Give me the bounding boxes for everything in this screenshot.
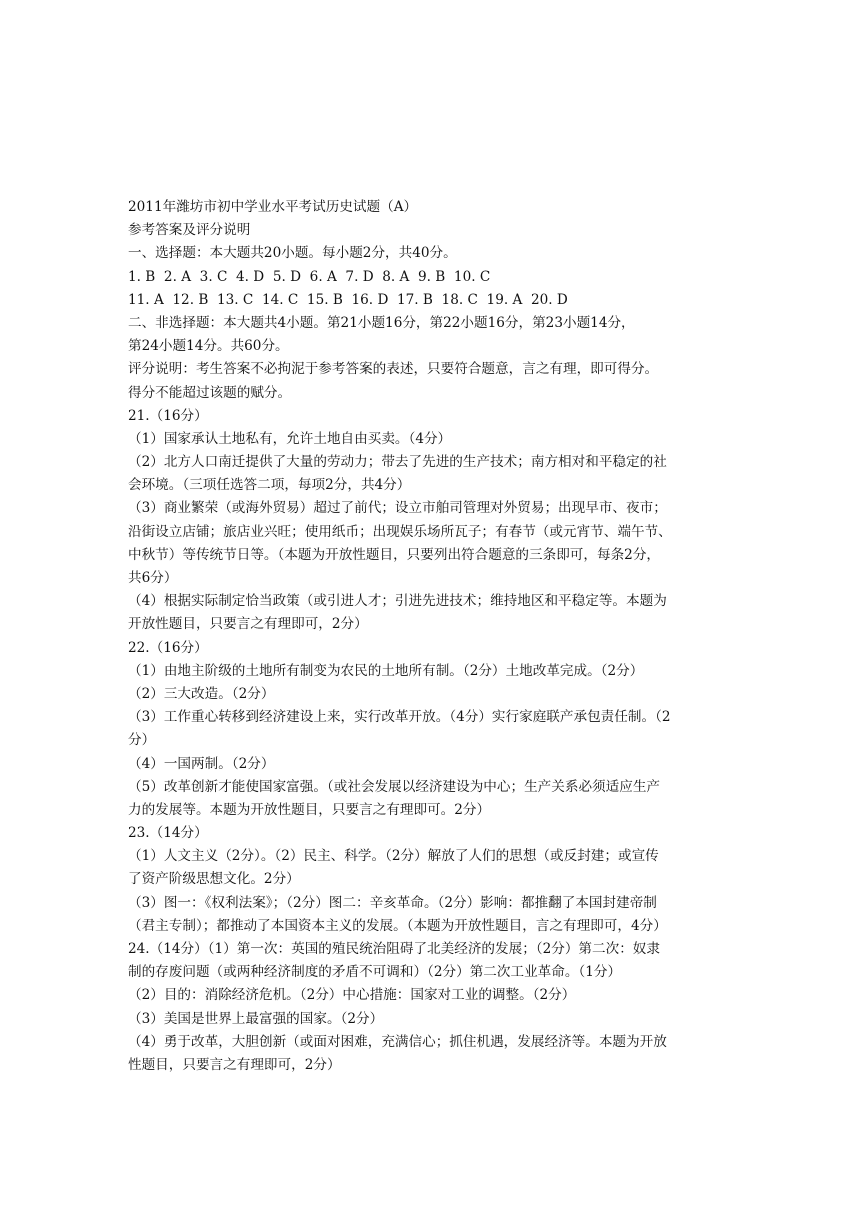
- text-line: 开放性题目，只要言之有理即可，2分）: [128, 616, 368, 633]
- text-line: （君主专制）；都推动了本国资本主义的发展。（本题为开放性题目，言之有理即可，4分）: [128, 917, 667, 934]
- text-line: （3）工作重心转移到经济建设上来，实行改革开放。（4分）实行家庭联产承包责任制。（2: [128, 709, 671, 726]
- text-line: （3）图一：《权利法案》；（2分）图二：辛亥革命。（2分）影响：都推翻了本国封建帝制: [128, 894, 657, 911]
- text-line: （2）三大改造。（2分）: [128, 685, 275, 702]
- question-22-heading: 22.（16分）: [128, 639, 208, 656]
- text-line: 分）: [128, 732, 156, 749]
- text-line: （2）目的：消除经济危机。（2分）中心措施：国家对工业的调整。（2分）: [128, 987, 576, 1004]
- text-line: 性题目，只要言之有理即可，2分）: [128, 1056, 341, 1073]
- text-line: 第24小题14分。共60分。: [128, 338, 289, 355]
- text-line: 共6分）: [128, 570, 178, 586]
- text-line: （1）国家承认土地私有，允许土地自由买卖。（4分）: [128, 430, 452, 447]
- section-heading-nonchoice: 二、非选择题：本大题共4小题。第21小题16分，第22小题16分，第23小题14分，: [128, 314, 635, 331]
- question-23-heading: 23.（14分）: [128, 825, 208, 842]
- text-line: （3）商业繁荣（或海外贸易）超过了前代；设立市舶司管理对外贸易；出现早市、夜市；: [128, 500, 667, 517]
- text-line: 沿街设立店铺；旅店业兴旺；使用纸币；出现娱乐场所瓦子；有春节（或元宵节、端午节、: [128, 523, 672, 540]
- question-24-heading: 24.（14分）（1）第一次：英国的殖民统治阻碍了北美经济的发展；（2分）第二次：奴隶: [128, 941, 660, 957]
- answer-key-document: [128, 196, 748, 1077]
- question-21-heading: 21.（16分）: [128, 407, 208, 424]
- document-title: 2011年潍坊市初中学业水平考试历史试题（A）: [128, 199, 418, 215]
- text-line: 得分不能超过该题的赋分。: [128, 384, 292, 401]
- text-line: （5）改革创新才能使国家富强。（或社会发展以经济建设为中心；生产关系必须适应生产: [128, 778, 661, 795]
- choice-answers-row-2: 11. A 12. B 13. C 14. C 15. B 16. D 17. B 18. C 19. A 20. D: [128, 291, 568, 308]
- choice-answers-row-1: 1. B 2. A 3. C 4. D 5. D 6. A 7. D 8. A 9. B 10. C: [128, 268, 491, 285]
- section-heading-choice: 一、选择题：本大题共20小题。每小题2分，共40分。: [128, 245, 457, 262]
- text-line: 力的发展等。本题为开放性题目，只要言之有理即可。2分）: [128, 801, 491, 818]
- text-line: 中秋节）等传统节日等。（本题为开放性题目，只要列出符合题意的三条即可，每条2分，: [128, 546, 661, 563]
- text-line: （4）一国两制。（2分）: [128, 755, 275, 772]
- text-line: （4）勇于改革，大胆创新（或面对困难，充满信心；抓住机遇，发展经济等。本题为开放: [128, 1033, 667, 1050]
- scoring-note: 评分说明：考生答案不必拘泥于参考答案的表述，只要符合题意，言之有理，即可得分。: [128, 361, 659, 378]
- text-line: 会环境。（三项任选答二项，每项2分，共4分）: [128, 477, 411, 494]
- text-line: （2）北方人口南迁提供了大量的劳动力；带去了先进的生产技术；南方相对和平稳定的社: [128, 454, 667, 471]
- document-subtitle: 参考答案及评分说明: [128, 222, 251, 239]
- text-line: （3）美国是世界上最富强的国家。（2分）: [128, 1010, 384, 1027]
- text-line: 制的存废问题（或两种经济制度的矛盾不可调和）（2分）第二次工业革命。（1分）: [128, 964, 622, 981]
- text-line: （1）人文主义（2分）。（2）民主、科学。（2分）解放了人们的思想（或反封建；或宣传: [128, 848, 659, 865]
- text-line: （4）根据实际制定恰当政策（或引进人才；引进先进技术；维持地区和平稳定等。本题为: [128, 593, 667, 610]
- text-line: 了资产阶级思想文化。2分）: [128, 871, 300, 888]
- text-line: （1）由地主阶级的土地所有制变为农民的土地所有制。（2分）土地改革完成。（2分）: [128, 662, 644, 679]
